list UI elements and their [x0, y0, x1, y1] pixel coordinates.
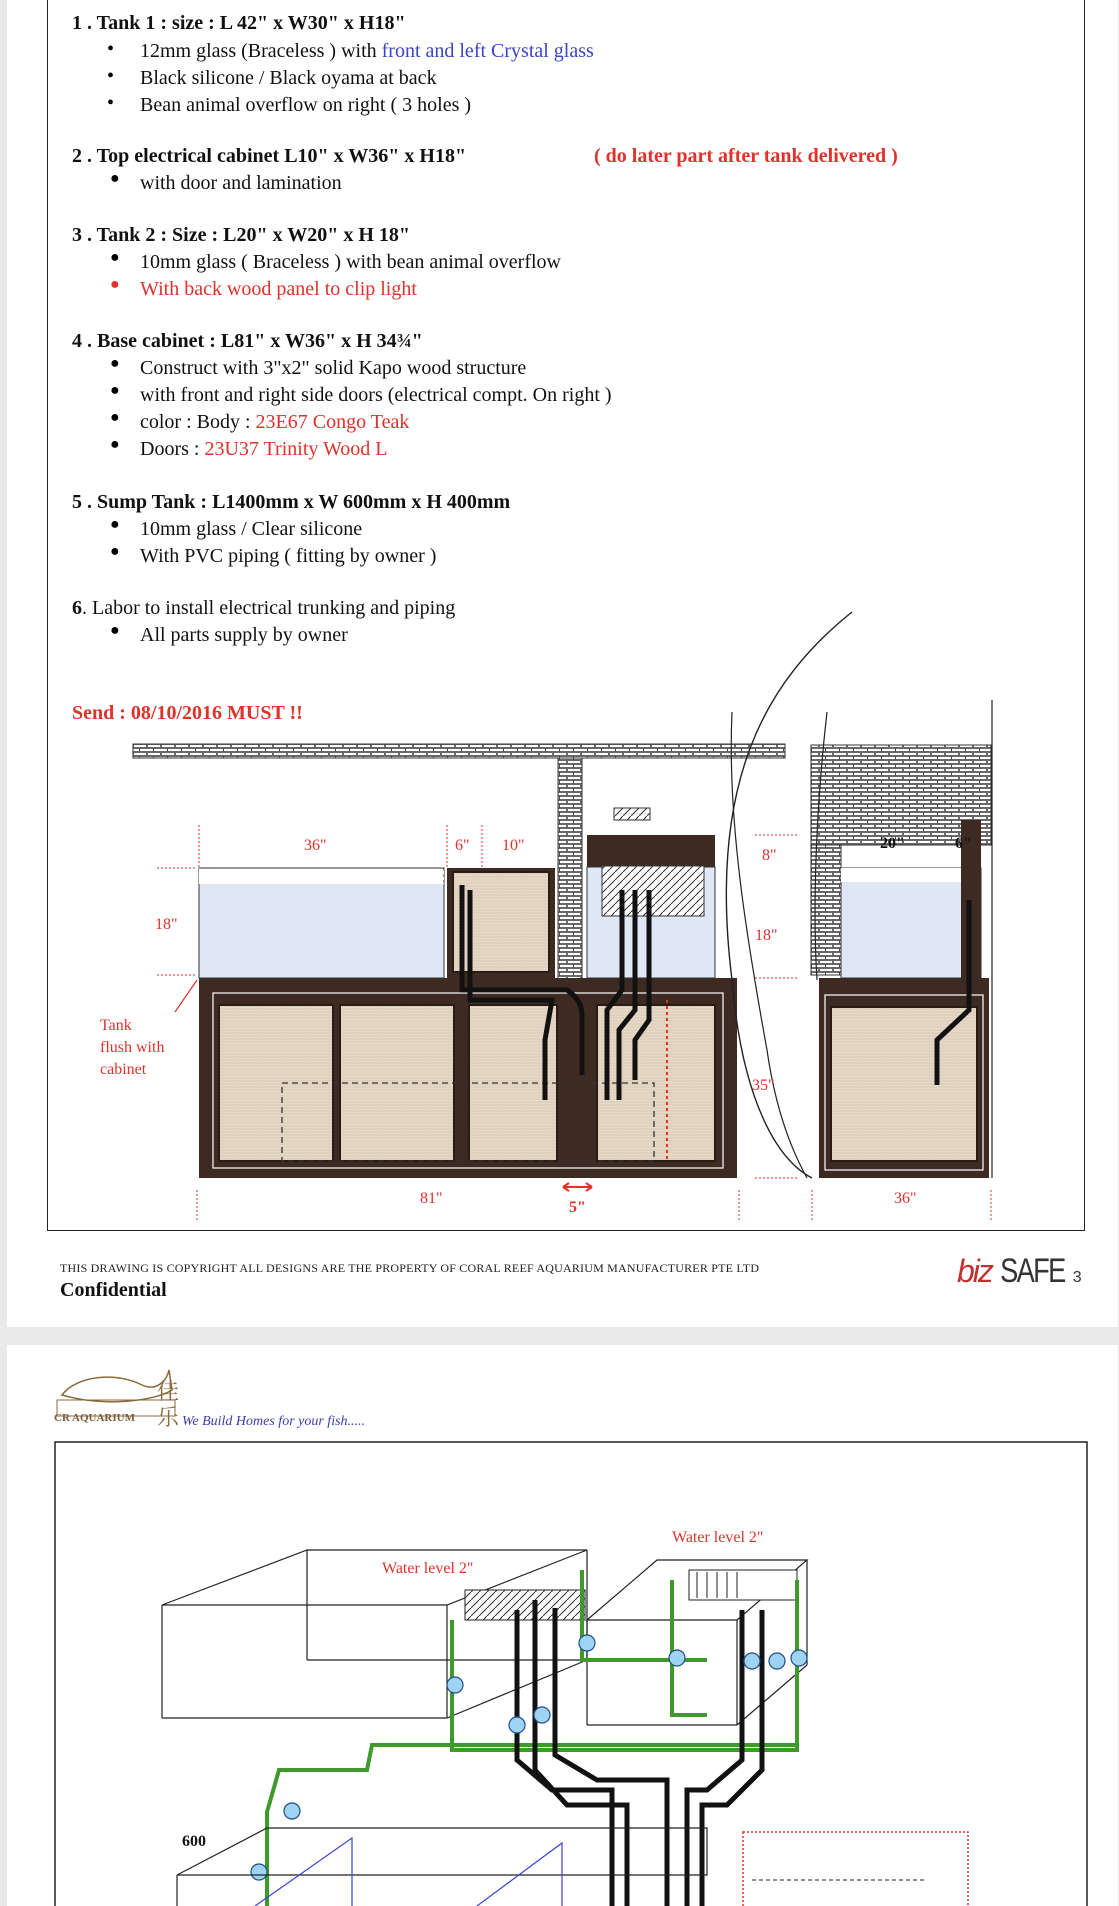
drain-pipes	[517, 1600, 762, 1906]
dim-18-right: 18"	[755, 927, 778, 944]
cabinet-elevation-drawing	[7, 0, 1118, 1240]
bullet-dot: ●	[110, 382, 120, 399]
bullet-dot: ●	[110, 543, 120, 560]
copyright-notice: THIS DRAWING IS COPYRIGHT ALL DESIGNS ARE THE PROPERTY OF CORAL REEF AQUARIUM MANUFACTURER PTE LTD	[60, 1261, 760, 1275]
top-shelf-beam	[133, 744, 785, 758]
item2-note: ( do later part after tank delivered )	[594, 145, 898, 167]
bullet-dot: ●	[110, 249, 120, 266]
bullet-dot: ●	[110, 276, 120, 293]
item5-bullet-1: 10mm glass / Clear silicone	[140, 518, 363, 540]
item1-bullet-3: Bean animal overflow on right ( 3 holes )	[140, 94, 472, 116]
bullet-dot: ●	[110, 170, 120, 187]
tank-flush-line-1: Tank	[100, 1017, 132, 1034]
item3-title: 3 . Tank 2 : Size : L20" x W20" x H 18"	[72, 224, 410, 246]
bullet-dot: ●	[110, 355, 120, 372]
item6-number: 6	[72, 597, 82, 619]
bizsafe-safe: SAFE	[999, 1252, 1065, 1290]
item2-bullet-1: with door and lamination	[140, 172, 342, 194]
item4-bullet-2: with front and right side doors (electrical compt. On right )	[140, 384, 612, 406]
valve-icons	[251, 1635, 807, 1880]
right-tank	[841, 868, 981, 978]
item6-bullet-1: All parts supply by owner	[140, 624, 348, 646]
water-level-right: Water level 2"	[672, 1529, 764, 1546]
bullet-dot: ●	[110, 516, 120, 533]
water-level-left: Water level 2"	[382, 1560, 474, 1577]
item3-bullet-1: 10mm glass ( Braceless ) with bean animal overflow	[140, 251, 561, 273]
dim-10: 10"	[502, 837, 525, 854]
dim-6: 6"	[455, 837, 470, 854]
dim-8: 8"	[762, 847, 777, 864]
tank-1	[199, 868, 444, 978]
dim-81: 81"	[420, 1190, 443, 1207]
confidential-label: Confidential	[60, 1279, 167, 1301]
item1-title: 1 . Tank 1 : size : L 42" x W30" x H18"	[72, 12, 406, 34]
bizsafe-logo	[957, 1252, 1080, 1291]
item5-bullet-2: With PVC piping ( fitting by owner )	[140, 545, 437, 567]
outlet-icon	[614, 808, 650, 820]
dim-6-right: 6"	[955, 835, 972, 852]
bizsafe-biz: biz	[957, 1253, 992, 1289]
tank-flush-line-3: cabinet	[100, 1061, 147, 1078]
bullet-dot: •	[107, 38, 115, 60]
bullet-dot: •	[107, 65, 115, 87]
bullet-dot: •	[107, 92, 115, 114]
item4-title: 4 . Base cabinet : L81" x W36" x H 34¾"	[72, 330, 423, 352]
dim-35: 35"	[752, 1077, 775, 1094]
tank-2-hood	[587, 835, 715, 867]
tank-1-isometric	[162, 1550, 587, 1718]
color-code: 23E67 Congo Teak	[255, 411, 410, 433]
dim-5: 5"	[569, 1199, 586, 1216]
sump-width-label: 600	[182, 1833, 206, 1850]
page-2-frame	[55, 1442, 1087, 1906]
send-deadline: Send : 08/10/2016 MUST !!	[72, 702, 303, 724]
chinese-char-2: 乐	[157, 1405, 180, 1430]
item5-title: 5 . Sump Tank : L1400mm x W 600mm x H 400mm	[72, 491, 511, 513]
bullet-dot: ●	[110, 622, 120, 639]
tagline: We Build Homes for your fish.....	[182, 1414, 366, 1429]
item2-title: 2 . Top electrical cabinet L10" x W36" x H18"	[72, 145, 467, 167]
bullet-highlight: front and left Crystal glass	[381, 40, 594, 62]
bullet-dot: ●	[110, 409, 120, 426]
item3-bullet-2: With back wood panel to clip light	[140, 278, 417, 300]
color-code: 23U37 Trinity Wood L	[204, 438, 388, 460]
overflow-box	[602, 866, 704, 916]
dim-36: 36"	[304, 837, 327, 854]
cr-aquarium-label: CR AQUARIUM	[54, 1412, 135, 1424]
bullet-text: color : Body :	[140, 411, 256, 433]
dim-20: 20"	[880, 835, 905, 852]
dim-18-left: 18"	[155, 916, 178, 933]
item1-bullet-2: Black silicone / Black oyama at back	[140, 67, 437, 89]
bizsafe-level: 3	[1072, 1269, 1080, 1286]
bullet-text: 12mm glass (Braceless ) with	[140, 40, 382, 62]
chinese-char-1: 佳	[157, 1379, 180, 1404]
document-page-1	[7, 0, 1118, 1327]
document-page-2	[7, 1345, 1118, 1906]
tank-flush-line-2: flush with	[100, 1039, 165, 1056]
item6-text: . Labor to install electrical trunking and piping	[82, 597, 456, 619]
bullet-dot: ●	[110, 436, 120, 453]
bullet-text: Doors :	[140, 438, 205, 460]
dim-36-bottom: 36"	[894, 1190, 917, 1207]
item4-bullet-1: Construct with 3"x2" solid Kapo wood structure	[140, 357, 527, 379]
